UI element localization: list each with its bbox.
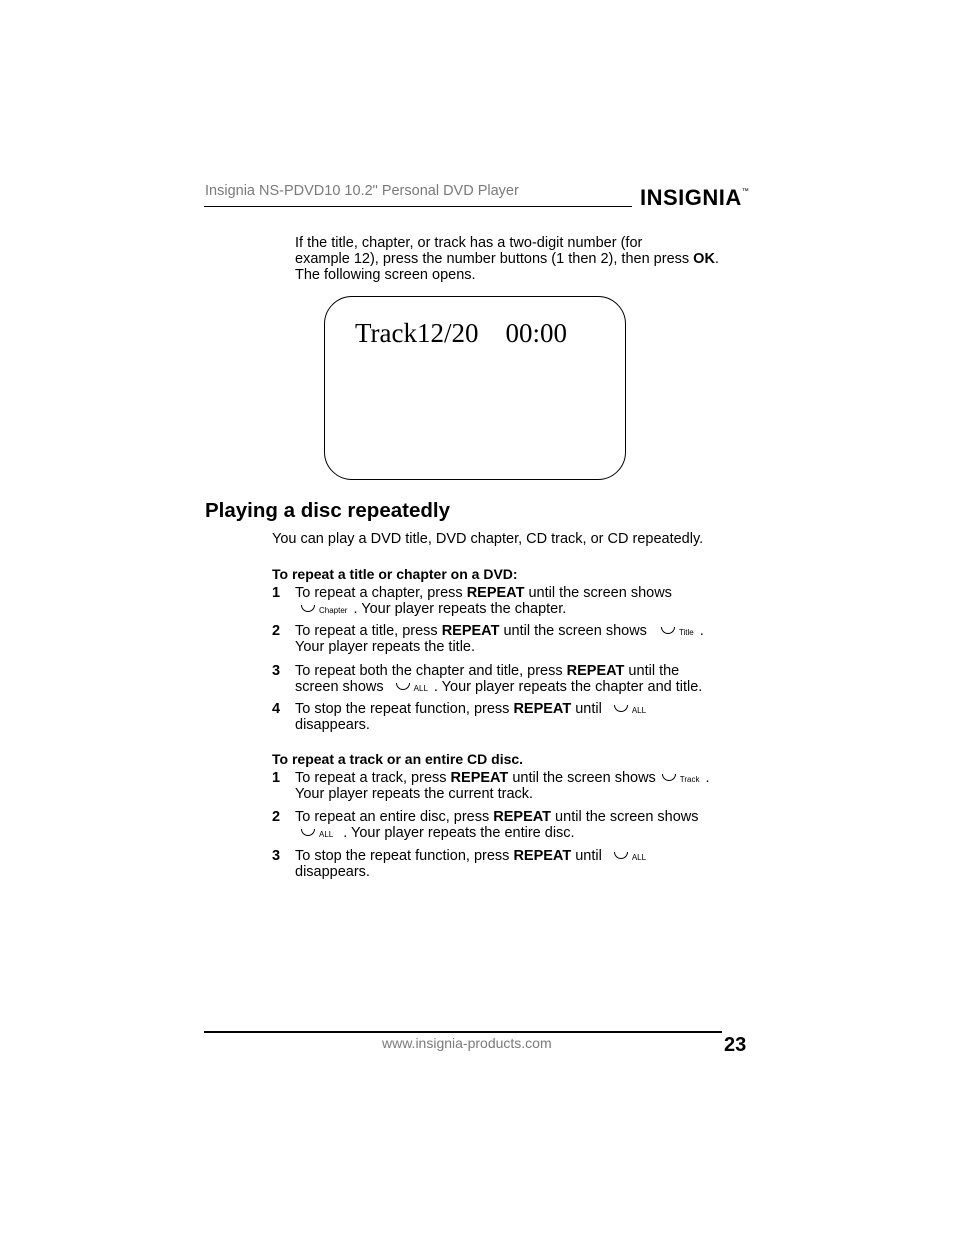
step-text: until bbox=[571, 848, 602, 864]
repeat-all-indicator bbox=[301, 825, 333, 841]
step-line bbox=[295, 663, 762, 679]
section-heading: Playing a disc repeatedly bbox=[205, 499, 450, 522]
repeat-label: ALL bbox=[631, 853, 647, 863]
step-text: until the screen shows bbox=[524, 585, 672, 601]
repeat-icon bbox=[396, 683, 410, 690]
intro-line-2 bbox=[295, 251, 765, 267]
step-line bbox=[295, 825, 762, 841]
trademark-mark: ™ bbox=[741, 188, 750, 195]
step-line: Your player repeats the title. bbox=[295, 639, 476, 656]
cd-step-1 bbox=[272, 770, 762, 802]
screen-display-text: Track12/20 00:00 bbox=[355, 318, 568, 348]
step-text: until the screen shows bbox=[508, 770, 656, 786]
repeat-keyword: REPEAT bbox=[513, 848, 572, 864]
step-number: 2 bbox=[272, 809, 281, 825]
step-text: To stop the repeat function, press bbox=[295, 848, 514, 864]
step-text: until the screen shows bbox=[499, 623, 647, 639]
step-text: screen shows bbox=[295, 679, 384, 695]
page-number: 23 bbox=[724, 1034, 747, 1056]
repeat-label: ALL bbox=[319, 830, 334, 840]
step-text: To repeat an entire disc, press bbox=[295, 809, 494, 825]
header-rule bbox=[204, 206, 632, 207]
step-text: . Your player repeats the entire disc. bbox=[343, 825, 575, 841]
repeat-track-indicator bbox=[662, 770, 700, 786]
step-line bbox=[295, 679, 762, 695]
repeat-all-indicator bbox=[614, 701, 646, 717]
intro-paragraph bbox=[295, 235, 765, 283]
intro-line-3: The following screen opens. bbox=[295, 267, 476, 283]
dvd-subhead: To repeat a title or chapter on a DVD: bbox=[272, 566, 518, 582]
repeat-icon bbox=[661, 627, 675, 634]
intro-line-2-text: example 12), press the number buttons (1 then 2), then press bbox=[295, 251, 694, 267]
repeat-keyword: REPEAT bbox=[566, 663, 625, 679]
step-text: . Your player repeats the chapter. bbox=[353, 601, 567, 617]
step-text: until the bbox=[624, 663, 680, 679]
repeat-keyword: REPEAT bbox=[493, 809, 552, 825]
repeat-label: Track bbox=[679, 775, 700, 785]
step-text: until bbox=[571, 701, 602, 717]
step-line bbox=[295, 770, 762, 786]
step-text: To repeat both the chapter and title, press bbox=[295, 663, 567, 679]
step-number: 4 bbox=[272, 701, 281, 717]
step-line bbox=[295, 809, 762, 825]
repeat-label: ALL bbox=[413, 684, 428, 694]
step-line: Your player repeats the current track. bbox=[295, 786, 534, 803]
section-intro: You can play a DVD title, DVD chapter, CD track, or CD repeatedly. bbox=[272, 531, 704, 547]
cd-step-3 bbox=[272, 848, 762, 880]
intro-line-1: If the title, chapter, or track has a two-digit number (for bbox=[295, 235, 643, 251]
step-line bbox=[295, 623, 762, 639]
cd-step-2 bbox=[272, 809, 762, 841]
footer-rule bbox=[204, 1031, 722, 1033]
step-text: until the screen shows bbox=[551, 809, 699, 825]
repeat-all-indicator bbox=[614, 848, 646, 864]
repeat-keyword: REPEAT bbox=[450, 770, 509, 786]
repeat-keyword: REPEAT bbox=[441, 623, 500, 639]
step-line: disappears. bbox=[295, 717, 370, 734]
step-line: disappears. bbox=[295, 864, 370, 881]
cd-subhead: To repeat a track or an entire CD disc. bbox=[272, 751, 524, 767]
repeat-label: Chapter bbox=[319, 606, 348, 616]
step-number: 3 bbox=[272, 663, 281, 679]
repeat-label: Title bbox=[678, 628, 694, 638]
step-text: To repeat a track, press bbox=[295, 770, 451, 786]
repeat-icon bbox=[301, 829, 315, 836]
logo-text: INSIGNIA bbox=[640, 185, 742, 210]
step-text: To stop the repeat function, press bbox=[295, 701, 514, 717]
ok-keyword: OK bbox=[693, 251, 715, 267]
step-line bbox=[295, 585, 762, 601]
step-number: 3 bbox=[272, 848, 281, 864]
repeat-icon bbox=[662, 774, 676, 781]
step-text: . Your player repeats the chapter and title. bbox=[433, 679, 703, 695]
dvd-step-3 bbox=[272, 663, 762, 695]
step-number: 1 bbox=[272, 770, 281, 786]
repeat-keyword: REPEAT bbox=[513, 701, 572, 717]
repeat-icon bbox=[301, 605, 315, 612]
dvd-step-1 bbox=[272, 585, 762, 617]
step-line bbox=[295, 601, 762, 617]
step-text: . bbox=[699, 623, 704, 639]
step-line bbox=[295, 701, 762, 717]
repeat-all-indicator bbox=[396, 679, 428, 695]
insignia-logo bbox=[640, 185, 749, 211]
dvd-step-4 bbox=[272, 701, 762, 733]
dvd-step-2 bbox=[272, 623, 762, 655]
repeat-label: ALL bbox=[631, 706, 647, 716]
step-line bbox=[295, 848, 762, 864]
step-text: To repeat a chapter, press bbox=[295, 585, 467, 601]
repeat-keyword: REPEAT bbox=[466, 585, 525, 601]
repeat-title-indicator bbox=[661, 623, 694, 639]
step-text: To repeat a title, press bbox=[295, 623, 442, 639]
repeat-chapter-indicator bbox=[301, 601, 347, 617]
footer-url: www.insignia-products.com bbox=[382, 1035, 552, 1051]
step-number: 2 bbox=[272, 623, 281, 639]
intro-line-2-end: . bbox=[714, 251, 719, 267]
step-text: . bbox=[705, 770, 710, 786]
repeat-icon bbox=[614, 852, 628, 859]
header-title: Insignia NS-PDVD10 10.2" Personal DVD Player bbox=[205, 183, 519, 199]
repeat-icon bbox=[614, 705, 628, 712]
step-number: 1 bbox=[272, 585, 281, 601]
